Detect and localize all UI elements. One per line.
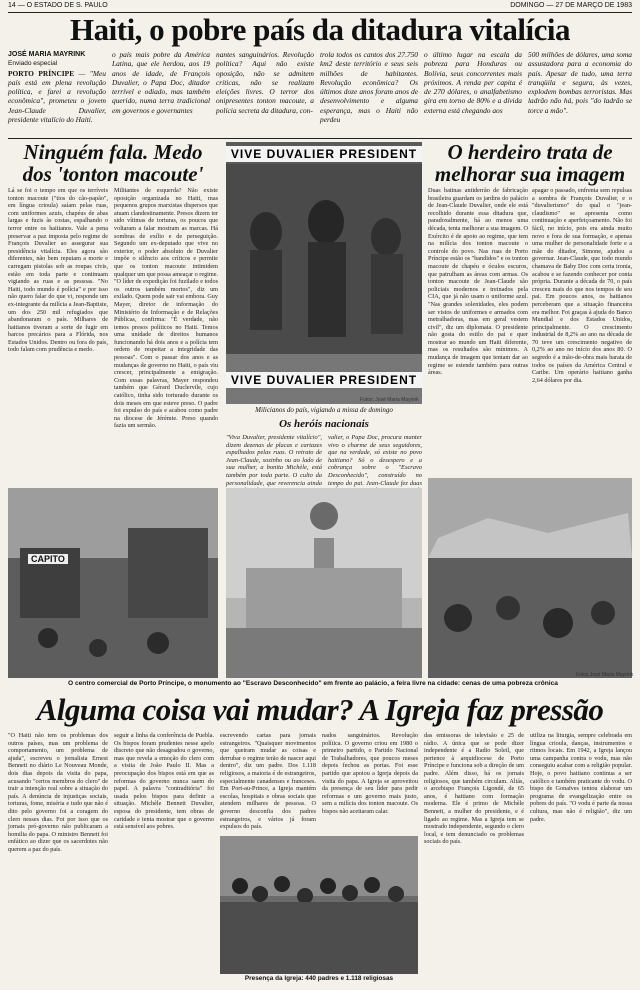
bottom-photos-credit: Fotos José Maria Mayrink <box>576 672 634 678</box>
militia-credit: Fotos: José Maria Mayrink <box>360 397 419 403</box>
lead-col-2: o país mais pobre da América Latina, que ele herdou, aos 19 anos de idade, de François Duvalier, o Papa Doc, ditador terrível e odiado, mas também querido, numa terra tradicional em governos e governantes <box>112 50 210 115</box>
right-col-a: Duas batinas antiderrão de fabricação brasileira guardam os jardins do palácio de Jean-Claude Duvalier, onde ele está recolhido durante essa ditadura que, paradoxalmente, há ao menos uma década, tenta melhorar a sua imagem. O Exército é de apoio ao regime, que tem na milícia dos tonton macoute o controle do povo. Nas ruas de Porto Príncipe estão os "bandidos" e os tonton macoute de chapéu e óculos escuros, que patrulham as áreas com armas. Os tonton macoute de Jean-Claude são policiais modernos e treinados pela CIA, que já não usam o uniforme azul. "Nas grandes solenidades, eles podem ser vistos de uniformes e armados com metralhadoras, mas em geral vestem civil", diz um diplomata. O presidente não gosta do estilo do pai e quer mostrar ao mundo um Haiti diferente, mas os resultados são mínimos. A mudança de imagem que tentam dar ao regime se estende também para outras áreas. <box>428 187 528 377</box>
left-section-headline: Ninguém fala. Medo dos 'tonton macoute' <box>22 140 204 186</box>
lead-text-1: — "Meu país está em plena revolução política, e farei a revolução econômica", prometeu o jovem Jean-Claude Duvalier, presidente vitalício do Haiti. <box>8 68 106 125</box>
bottom-col-4: nados sanguinários. Revolução política. O governo criou em 1980 o primeiro partido, o Partido Nacional de Trabalhadores, que poucos meses depois fechou as portas. Foi esse partido que apoiou a Igreja depois da visita do papa. A Igreja se aproveitou da presença de seu líder para pedir reformas e um governo mais justo, sem a milícia dos tonton macoute. Os bispos não aceitaram calar. <box>322 732 418 815</box>
byline: JOSÉ MARIA MAYRINK <box>8 51 86 58</box>
dateline: PORTO PRÍNCIPE <box>8 68 75 78</box>
header-right: DOMINGO — 27 DE MARÇO DE 1983 <box>510 2 632 9</box>
right-col-b: apagar o passado, enfrenta sem repulsas a sombra de François Duvalier, e o "duvalierismo" do qual o "jean-claudismo" se apresenta como continuação e aperfeiçoamento. Não foi fácil, no início, pois era ainda muito novo e fora de sua formação, e apenas uma mulher de personalidade forte e a mãe do ditador, Simone, ajudou a governar. Jean-Claude, que todo mundo chamava de Baby Doc com certa ironia, acabou e se fazendo conhecer por conta própria. Durante a década de 70, o país cresceu mais do que nos tempos de seu pai. Em poucos anos, os haitianos perceberam que a situação financeira era melhor. Foi graças à ajuda do Banco Mundial e dos Estados Unidos, principalmente. O crescimento industrial de 8,2% ao ano na década de 70 teve um crescimento negativo de 0,2% ao ano no início dos anos 80. O segredo é a mão-de-obra mais barata de todos os países da América Central e Caribe. Um operário haitiano ganha 2,64 dólares por dia. <box>532 187 632 384</box>
left-col-b: Militantes de esquerda? Não existe oposição organizada no Haiti, mas pequenos grupos marxistas dispersos que atuam clandestinamente. Presos dizem ter sido vítimas de torturas, os poucos que voltaram a falar mostram as marcas. Há sombras de exílio e de perseguição. Segundo um ex-deputado que vive no exterior, o poder absoluto de Duvalier impõe o silêncio aos críticos e permite que os tonton macoute intimidem qualquer um que possa ameaçar o regime. "O líder de expedição foi fuzilado e todos os outros também mortos", diz um exilado. Quem pode sair vai embora. Guy Mayer, diretor de informação do Ministério de Informação e de Relações Públicas, confirma: "É verdade, não temos presos políticos no Haiti. Temos uma unidade de direitos humanos funcionando há dois anos e a polícia tem ordem de respeitar a integridade das pessoas". Com o passar dos anos e as mudanças de governo no Haiti, o país viu crescer, principalmente a emigração. Com essas palavras, Mayer respondeu também que Gérard Duclervile, cujo católico, tinha sido torturado durante os dois meses em que esteve preso. O padre foi expulso do país e acabou como padre na diocese de Jérémie. Preso quando fazia um sermão. <box>114 187 218 430</box>
militia-photo <box>226 142 422 404</box>
palace-scene <box>226 488 422 678</box>
lead-col-4: trola todos os cantos dos 27.750 km2 deste território e seus seis milhões de habitantes. Revolução econômica? Os últimos doze anos foram anos de desenvolvimento e alguma esperança, mas o Haiti não perdeu <box>320 50 418 125</box>
market-scene <box>428 478 632 678</box>
herois-text-2: valier, o Papa Doc, procura manter vivo o charme de seus seguidores, que na verdade, só existe no povo haitiano? Só o desespero e a cobrança sobre o "Escravo Desconhecido", construído no tempo do pai. Jean-Claude fez duas <box>328 434 422 487</box>
herois-headline: Os heróis nacionais <box>279 418 369 430</box>
bottom-col-1: "O Haiti não tem os problemas dos outros países, mas um problema de comportamento, um problema de ajuda", escreveu o jornalista Ernest Bennett no diário Le Nouveau Monde, dois dias depois da visita do papa, acusando "certos membros do clero" de trair a intenção real sobre a situação do país. A denúncia de injustiças sociais, torturas, fome, miséria e tudo que não é dito pelo governo foi a coragem do clero nesses dias. Foi por isso que os jornais pró-governo não publicaram a homilia do papa. O ministro Bennett foi enfático ao dizer que os sacerdotes não querem a paz do país. <box>8 732 108 853</box>
militia-caption: Milicianos do país, vigiando a missa de domingo <box>255 406 393 414</box>
bottom-col-6: utiliza na liturgia, sempre celebrada em língua crioula, danças, instrumentos e ritmos locais. Em 1942, a Igreja lançou uma campanha contra o vodu, mas não conseguiu acabar com a religião popular. Hoje, o povo haitiano continua a ser católico e também praticante do vodu. O bispo de Gonaïves tentou elaborar um programa de evangelização entre os pobres do país. "O vodu é parte da nossa cultura, mas não é religião", diz um padre. <box>530 732 632 823</box>
lead-col-5: o último lugar na escala da pobreza para Honduras ou Bolívia, seus concorrentes mais próximos. A renda per capita é de 270 dólares, o analfabetismo gira em torno de 80% e a dívida externa está chegando aos <box>424 50 522 115</box>
slave-monument-photo <box>226 488 422 678</box>
right-section-headline: O herdeiro trata de melhorar sua imagem <box>434 140 626 186</box>
main-headline: Haiti, o pobre país da ditadura vitalícia <box>70 12 570 47</box>
lead-col-1 <box>8 50 106 138</box>
header-left: 14 — O ESTADO DE S. PAULO <box>8 2 108 9</box>
lead-col-6: 500 milhões de dólares, uma soma assustadora para a economia do país. Apesar de tudo, uma terra tranqüila e segura, às vezes, explodem bombas terroristas. Mas ladrão não há, pois "do ladrão se torce a mão". <box>528 50 632 115</box>
bottom-col-3: escrevendo cartas para jornais estrangeiros. "Quaisquer movimentos que queiram mudar as coisas e derrubar o regime terão de nascer aqui dentro", diz um padre. Dos 1.118 religiosos, a maioria é de estrangeiros, especialmente canadenses e franceses. Em Port-au-Prince, a Igreja mantém escolas, hospitais e obras sociais que atendem milhares de pessoas. O governo desconfia dos padres estrangeiros, e vários já foram expulsos do país. <box>220 732 316 831</box>
bottom-col-2: seguir a linha da conferência de Puebla. Os bispos foram prudentes nesse apelo discreto que não desagradou o governo, mas que revela a emoção do clero com a visita de João Paulo II. Mas a preocupação dos bispos está em que as reformas do governo nunca saem do papel. A palavra "contraditória" foi usada pelos bispos para definir a situação. Michèle Bennett Duvalier, esposa do presidente, tem obras de caridade e tenta mostrar que o governo está sensível aos pobres. <box>114 732 214 831</box>
bottom-col-5: das emissoras de televisão e 25 de rádio. A única que se pode dizer independente é a Radio Soleil, que pertence à arquidiocese de Porto Príncipe e funciona sob a direção de um padre. Além disso, há os jornais religiosos, que também circulam. Aliás, o arcebispo François Ligondé, de 65 anos, é haitiano com formação moderna. Ele é primo de Michèle Bennett, a mulher do presidente, e é ligado ao regime. Mas a Igreja tem se mostrado independente, segundo o clero local, e tem denunciado os problemas sociais do país. <box>424 732 524 846</box>
shop-sign: CAPITO <box>28 554 68 564</box>
bottom-headline: Alguma coisa vai mudar? A Igreja faz pressão <box>36 692 604 727</box>
herois-text-1: "Viva Duvalier, presidente vitalício", dizem dezenas de placas e cartazes espalhados pelas ruas. O retrato de Jean-Claude, sozinho ou ao lado de sua mulher, a bonita Michèle, está também por toda parte. O culto da personalidade, que reverencia ainda <box>226 434 322 487</box>
militia-figures <box>226 142 422 404</box>
street-scene <box>8 488 218 678</box>
church-caption: Presença da Igreja: 440 padres e 1.118 religiosas <box>244 975 394 982</box>
lead-col-3: nantes sanguinários. Revolução política? Aqui não existe oposição, não se admitem críticas, não se realizam eleições livres. O terror dos onipresentes tonton macoute, a polícia secreta da ditadura, con- <box>216 50 314 115</box>
church-presence-photo <box>220 836 418 974</box>
left-col-a: Lá se foi o tempo em que os terríveis tonton macoute ("tios do cão-papão", em língua crioula) saíam pelas ruas, com uniformes azuis, chapéus de abas largas e fuzis às costas, espalhando o terror entre os haitianos. Vale a pena preservar a paz imposta pelo regime de François Duvalier ao assegurar sua presidência vitalícia. Eles agora são diferentes, não bem reputam a morte e carregam pistolas sob as roupas civis, estão em toda parte e continuam vigiando as ruas e as pessoas. "No Haiti, todo mundo é polícia" e por isso não quero falar do que vi, responde um ex-integrante da milícia a Jean-Baptiste, um dos 250 mil refugiados que abandonaram o país. Milhares de haitianos tiveram a sorte de fugir em barcos precários para a Flórida, nos Estados Unidos. Dentro ou fora do país, todo falam com prudência e medo. <box>8 187 108 354</box>
rule-after-lead <box>8 138 632 139</box>
crowd-scene <box>220 836 418 974</box>
bottom-photos-caption: O centro comercial de Porto Príncipe, o monumento ao "Escravo Desconhecido" em frente ao palácio, a feira livre na cidade: cenas de uma pobreza crônica <box>68 680 558 687</box>
mural-bottom: VIVE DUVALIER PRESIDENT <box>226 372 422 388</box>
mural-top: VIVE DUVALIER PRESIDENT <box>226 146 422 162</box>
byline-sub: Enviado especial <box>8 60 58 68</box>
commercial-center-photo <box>8 488 218 678</box>
street-market-photo <box>428 478 632 678</box>
